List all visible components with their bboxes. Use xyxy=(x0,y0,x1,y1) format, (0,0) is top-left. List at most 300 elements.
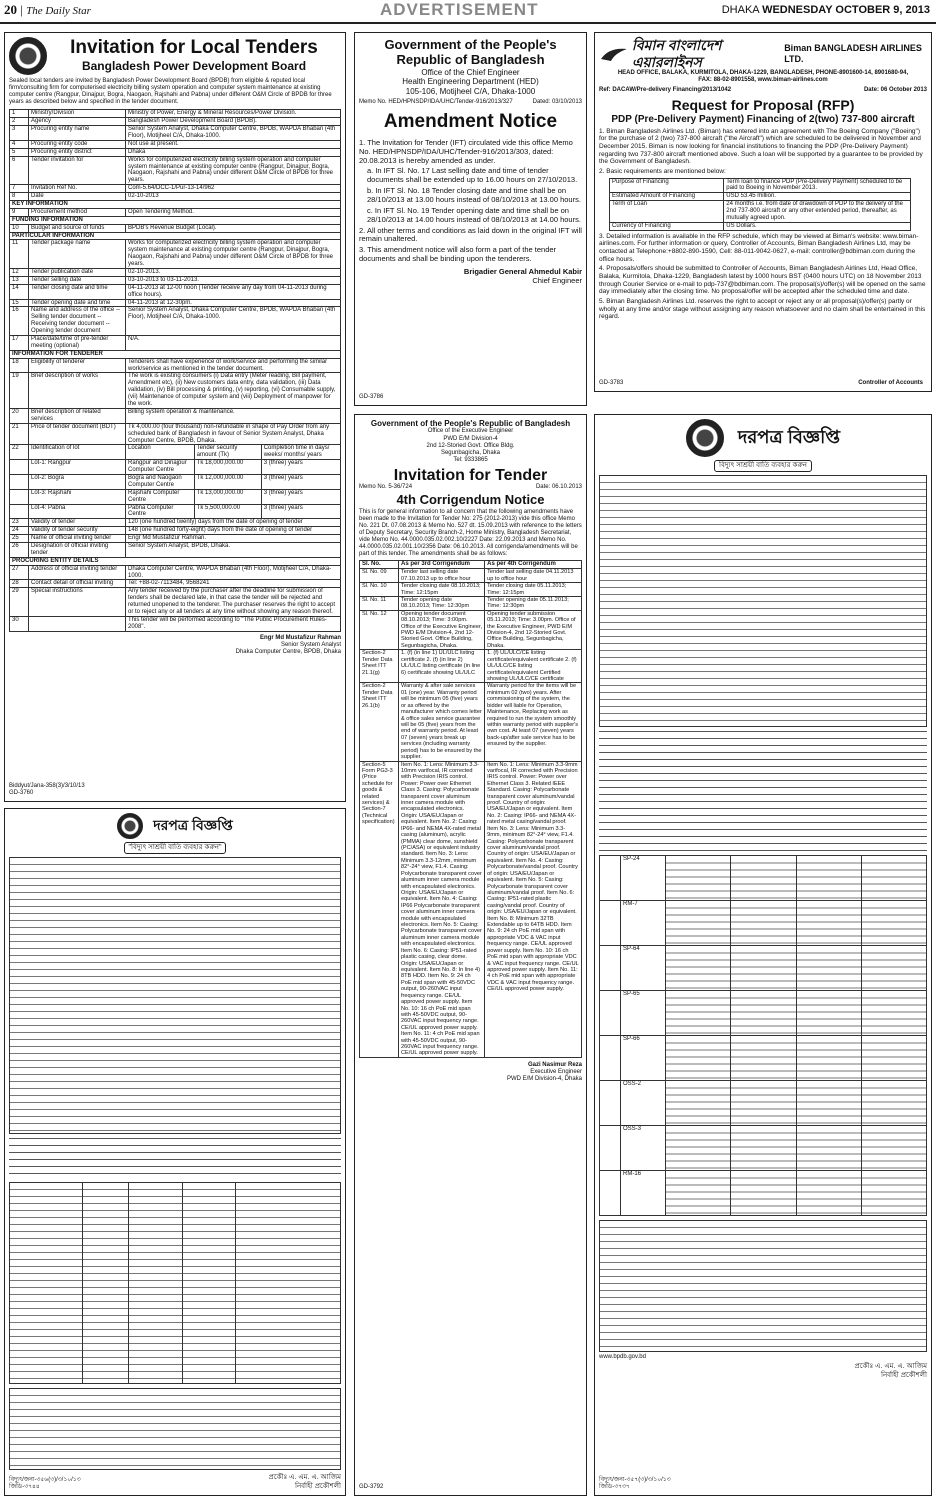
bn1-sign-title: নির্বাহী প্রকৌশলী xyxy=(294,1482,341,1490)
bn2-item-table xyxy=(599,855,927,1216)
table-cell: Opening tender document 08.10.2013; Time: 3:00pm. Office of the Executive Engineer, PWD E/M Division-4, 2nd 12-Storied Govt. Office Building, Segunbagicha, Dhaka. xyxy=(399,610,485,650)
table-cell: Section-2 Tender Data Sheet ITT 21.1(g) xyxy=(360,650,399,683)
hed-sign-name: Brigadier General Ahmedul Kabir xyxy=(463,266,582,276)
bn2-refs xyxy=(599,1477,671,1491)
bn-tender-1-ad xyxy=(4,808,346,1496)
bpdb-table xyxy=(9,109,341,631)
biman-logo-bn: বিমান বাংলাদেশ এয়ারলাইনস xyxy=(631,37,722,70)
pwd-gov: Government of the People's Republic of Bangladesh xyxy=(370,419,571,428)
table-cell xyxy=(666,1081,731,1126)
table-cell: 24 xyxy=(10,527,29,535)
table-cell: Lot-3: Rajshahi xyxy=(29,489,126,504)
bpdb-row xyxy=(10,373,341,408)
pwd-sign-title: Executive Engineer xyxy=(530,1068,582,1075)
lot-header-cell: Identification of lot xyxy=(29,445,126,460)
table-cell xyxy=(861,1171,926,1216)
table-cell: Senior System Analyst, BPDB, Dhaka. xyxy=(126,542,341,557)
table-cell: US Dollars. xyxy=(724,222,910,230)
bpdb-signature xyxy=(9,635,341,656)
table-cell: Eligibility of tenderer xyxy=(29,358,126,373)
hed-ref: GD-3786 xyxy=(359,393,384,400)
bpdb-row xyxy=(10,527,341,535)
table-cell: Senior System Analyst, Dhaka Computer Centre, BPDB, WAPDA Bhaban (4th Floor), Motijheel C/A, Dhaka-1000. xyxy=(126,126,341,141)
biman-date: Date: 06 October 2013 xyxy=(863,87,927,94)
bpdb-row xyxy=(10,269,341,277)
table-cell: Open Tendering Method. xyxy=(126,208,341,216)
table-cell: Procurement method xyxy=(29,208,126,216)
table-cell xyxy=(796,856,861,901)
bn2-header xyxy=(599,419,927,457)
table-cell xyxy=(29,616,126,631)
table-cell: N/A. xyxy=(126,336,341,351)
bpdb-lot-row xyxy=(10,460,341,475)
bn2-item-row xyxy=(600,856,927,901)
bpdb-row xyxy=(10,276,341,284)
table-cell xyxy=(10,489,29,504)
bpdb-section-label xyxy=(10,350,341,358)
table-cell: 8 xyxy=(10,193,29,201)
bn1-banner: "বিদ্যুৎ সাশ্রয়ী বাতি ব্যবহার করুন" xyxy=(124,842,227,854)
pwd-memo: Memo No. 5-36/724 xyxy=(359,484,413,491)
table-cell: 2 xyxy=(10,118,29,126)
table-cell xyxy=(861,1126,926,1171)
pwd-place: Segunbagicha, Dhaka xyxy=(440,449,501,456)
bn2-sign-title: নির্বাহী প্রকৌশলী xyxy=(880,1371,927,1379)
bpdb-row xyxy=(10,307,341,336)
table-cell: Pabna Computer Centre xyxy=(126,504,195,519)
table-cell: Section-5 Form PG3-3 (Price schedule for goods & related services) & Section-7 (Technical specification) xyxy=(360,761,399,1057)
hed-p3: 3. This amendment notice will also form a part of the tender documents and shall be binding upon the tenderers. xyxy=(359,245,557,264)
table-cell xyxy=(600,1081,621,1126)
table-cell: Procuring entity code xyxy=(29,140,126,148)
bn1-seal-logo xyxy=(117,813,143,839)
table-cell: 3 (three) years xyxy=(261,460,340,475)
biman-p2: 2. Basic requirements are mentioned below: xyxy=(599,167,726,175)
bn2-seal-logo xyxy=(686,419,724,457)
hed-a: a. In IFT Sl. No. 17 Last selling date and time of tender documents shall be extended up to 16.00 hours on 27/10/2013. xyxy=(367,166,578,185)
hed-dated: Dated: 03/10/2013 xyxy=(532,98,582,105)
table-cell: Sl. No. 11 xyxy=(360,596,399,610)
table-cell: Tender last selling date 07.10.2013 up to office hour xyxy=(399,569,485,583)
table-cell: 3 (three) years xyxy=(261,504,340,519)
table-cell xyxy=(796,1081,861,1126)
item-code: SP-65 xyxy=(621,991,666,1036)
table-cell: 17 xyxy=(10,336,29,351)
table-cell xyxy=(731,856,796,901)
table-cell: Estimated Amount of Financing xyxy=(610,193,724,201)
table-cell xyxy=(731,1126,796,1171)
table-cell: Bogra and Naogaon Computer Centre xyxy=(126,474,195,489)
biman-header xyxy=(599,37,927,70)
table-cell: Tender last selling date 04.11.2013 up to office hour xyxy=(485,569,582,583)
table-cell: Sl. No. 09 xyxy=(360,569,399,583)
table-cell: Lot-4: Pabna xyxy=(29,504,126,519)
table-cell: Place/date/time of pre-tender meeting (optional) xyxy=(29,336,126,351)
table-cell: Price of tender document (BDT) xyxy=(29,423,126,445)
bn2-item-row xyxy=(600,946,927,991)
table-cell xyxy=(666,1036,731,1081)
table-cell: Lot-1: Rangpur xyxy=(29,460,126,475)
hed-address: 105-106, Motijheel C/A, Dhaka-1000 xyxy=(405,86,536,96)
paper-name: The Daily Star xyxy=(26,5,91,17)
bn1-sign-name: প্রকৌঃ এ. এম. এ. আজিম xyxy=(268,1474,341,1482)
bpdb-row xyxy=(10,588,341,617)
table-cell: Bangladesh Power Development Board (BPDB). xyxy=(126,118,341,126)
bpdb-intro: Sealed local tenders are invited by Bangladesh Power Development Board (BPDB) from eligible & reputed local firm/consulting firm for computerised electricity billing system operation and computer system maintenance at existing computer centre (Rangpur, Dinajpur, Bogra, Naogaon, Rajshahi and Pabna) under different O&M Circle of BPDB for three years as described below and specified in the tender document. xyxy=(9,78,332,106)
bpdb-ref2: GD-3760 xyxy=(9,789,34,796)
table-cell: 1 xyxy=(10,110,29,118)
table-cell: Sl. No. 12 xyxy=(360,610,399,650)
pwd-date: Date: 06.10.2013 xyxy=(535,484,582,491)
bn2-item-row xyxy=(600,1171,927,1216)
table-cell: Lot-2: Bogra xyxy=(29,474,126,489)
dateline xyxy=(722,4,930,17)
biman-p5: 5. Biman Bangladesh Airlines Ltd. reserves the right to accept or reject any or all proposal(s)/offer(s) partly or wholly at any time and/or stage without assigning any reason whatsoever and no claim shall be entertained in this regard. xyxy=(599,298,926,321)
bn2-banner: বিদ্যুৎ সাশ্রয়ী বাতি ব্যবহার করুন xyxy=(714,460,812,472)
bpdb-section-label xyxy=(10,557,341,565)
bpdb-row xyxy=(10,299,341,307)
pwd-subtitle: 4th Corrigendum Notice xyxy=(396,491,545,507)
hed-c: c. In IFT Sl. No. 19 Tender opening date and time shall be on 28/10/2013 at 14.00 hours instead of 08/10/2013 at 14.00 hours. xyxy=(367,205,581,224)
section-label: PARTICULAR INFORMATION xyxy=(10,232,341,240)
table-cell: Tender opening date 08.10.2013; Time: 12:30pm xyxy=(399,596,485,610)
table-cell: Rangpur and Dinajpur Computer Centre xyxy=(126,460,195,475)
hed-gov: Government of the People's Republic of Bangladesh xyxy=(384,37,557,68)
bn1-footer-table xyxy=(9,1388,341,1470)
table-cell: Tk 13,000,000.00 xyxy=(194,489,261,504)
bpdb-header xyxy=(9,37,341,75)
table-cell xyxy=(861,1081,926,1126)
hed-amendment-ad xyxy=(354,32,587,406)
bpdb-row xyxy=(10,423,341,445)
biman-req-row xyxy=(610,178,911,193)
hed-body xyxy=(359,139,582,264)
table-cell xyxy=(600,856,621,901)
item-code: OSS-3 xyxy=(621,1126,666,1171)
biman-p4: 4. Proposals/offers should be submitted to Controller of Accounts, Biman Bangladesh Airlines Ltd, Head Office, Balaka, Kurmitola, Dhaka-1229, Bangladesh latest by 1000 hours BST (0400 hours UTC) on 18 November 2013 through Courier Service or e-mail to pdp-737@bdbiman.com. The proposal(s)/offer(s) will be opened on the same day immediately after the closing time. No proposal/offer will be accepted after the scheduled time and date. xyxy=(599,265,926,296)
table-cell: Procuring entity district xyxy=(29,148,126,156)
bpdb-row xyxy=(10,519,341,527)
item-code: RM-7 xyxy=(621,901,666,946)
pwd-row xyxy=(360,761,582,1057)
bn2-item-row xyxy=(600,901,927,946)
table-cell: Validity of tender xyxy=(29,519,126,527)
table-cell: Address of official inviting tender xyxy=(29,565,126,580)
bn2-ref2: জিডি-৩৭৩৭ xyxy=(599,1483,630,1490)
table-cell: 19 xyxy=(10,373,29,408)
table-cell: Tender closing date 05.11.2013; Time: 12:15pm xyxy=(485,583,582,597)
pwd-ref: GD-3792 xyxy=(359,1483,384,1490)
biman-ref2: GD-3783 xyxy=(599,379,624,386)
table-cell: 24 months i.e. from date of drawdown of PDP to the delivery of the 2nd 737-800 aircraft or any other extended period, thereafter, as mutually agreed upon. xyxy=(724,201,910,223)
masthead-left: 20 | The Daily Star xyxy=(4,2,91,17)
bn1-item-table xyxy=(9,1182,341,1384)
table-cell: Senior System Analyst, Dhaka Computer Centre, BPDB, WAPDA Bhaban (4th Floor), Motijheel C/A, Dhaka-1000. xyxy=(126,307,341,336)
bpdb-row xyxy=(10,193,341,201)
table-cell: Com-5.64/DCC-1/Pur-13-14/962 xyxy=(126,185,341,193)
biman-p1: 1. Biman Bangladesh Airlines Ltd. (Biman) has entered into an agreement with The Boeing Company ("Boeing") for the purchase of 2 (two) 737-800 aircraft ("the Aircraft") which are scheduled to be delivered in November and December 2015. Biman is now looking for financial institutions to financing the PDP (Pre-Delivery Payment) regarding two 737-800 aircraft mentioned above. Such a loan will be supported by a guarantee to be provided by the Government of Bangladesh. xyxy=(599,127,923,166)
hed-memo-row xyxy=(359,99,582,106)
section-label: INFORMATION FOR TENDERER xyxy=(10,350,341,358)
table-cell: 23 xyxy=(10,519,29,527)
bpdb-row xyxy=(10,140,341,148)
header-cell: Sl. No. xyxy=(360,561,399,569)
table-cell: 7 xyxy=(10,185,29,193)
table-cell xyxy=(731,901,796,946)
bn2-signature xyxy=(599,1363,927,1380)
table-cell: 15 xyxy=(10,299,29,307)
item-code: RM-16 xyxy=(621,1171,666,1216)
table-cell: 6 xyxy=(10,156,29,185)
section-label: FUNDING INFORMATION xyxy=(10,216,341,224)
table-cell: Date xyxy=(29,193,126,201)
table-cell: Term of Loan xyxy=(610,201,724,223)
table-cell: 04-11-2013 at 12-00 noon (Tender receive any day from 04-11-2013 during office hours). xyxy=(126,284,341,299)
pwd-row xyxy=(360,596,582,610)
table-cell xyxy=(666,991,731,1036)
table-cell: 10 xyxy=(10,224,29,232)
section-title: ADVERTISEMENT xyxy=(380,0,539,19)
table-cell: 03-10-2013 to 03-11-2013. xyxy=(126,276,341,284)
table-cell: Invitation Ref No. xyxy=(29,185,126,193)
bpdb-row xyxy=(10,616,341,631)
bn2-info-table xyxy=(599,475,927,727)
table-cell: 5 xyxy=(10,148,29,156)
bpdb-row xyxy=(10,240,341,269)
biman-logo-en: Biman BANGLADESH AIRLINES LTD. xyxy=(784,42,922,64)
table-cell: 02-10-2013 xyxy=(126,193,341,201)
bn-tender-2-ad xyxy=(594,414,932,1496)
table-cell: Ministry of Power, Energy & Mineral Resources/Power Division. xyxy=(126,110,341,118)
table-cell: Agency xyxy=(29,118,126,126)
table-cell: Section-2 Tender Data Sheet ITT 26.1(b) xyxy=(360,683,399,761)
pwd-row xyxy=(360,610,582,650)
table-cell: Works for computerized electricity billing system operation and computer system maintenance at existing computer centre (Rangpur, Dinajpur, Bogra, Naogaon, Rajshahi and Pabna) under different O&M Circle of BPDB for three years. xyxy=(126,240,341,269)
table-cell: Warranty period for the items will be minimum 02 (two) years. After commissioning of the system, the bidder will liable for Operation, Maintenance, Replacing work as required to run the system smoothly within warranty period with supplier's own cost. At least 07 (seven) years back-up/after sale service has to be ensured by the supplier. xyxy=(485,683,582,761)
bpdb-lot-row xyxy=(10,489,341,504)
pwd-building: 2nd 12-Storied Govt. Office Bldg. xyxy=(426,442,515,449)
bn2-ref1: বিদ্যুৎ/জনা-৩৫৭(৩)/৩/১০/১৩ xyxy=(599,1476,671,1483)
table-cell: Tk 12,000,000.00 xyxy=(194,474,261,489)
table-cell: Ministry/Division xyxy=(29,110,126,118)
table-cell: Tender closing date and time xyxy=(29,284,126,299)
table-cell: 29 xyxy=(10,588,29,617)
table-cell xyxy=(10,474,29,489)
table-cell: Designation of official inviting tender xyxy=(29,542,126,557)
bpdb-row xyxy=(10,110,341,118)
header-cell: As per 4th Corrigendum xyxy=(485,561,582,569)
table-cell xyxy=(731,1171,796,1216)
table-cell: 11 xyxy=(10,240,29,269)
table-cell xyxy=(600,1171,621,1216)
lot-header-cell: Tender security amount (Tk) xyxy=(194,445,261,460)
table-cell xyxy=(861,991,926,1036)
table-cell: Tk 5,500,000.00 xyxy=(194,504,261,519)
table-cell xyxy=(796,901,861,946)
bpdb-lot-header xyxy=(10,445,341,460)
pwd-row xyxy=(360,569,582,583)
table-cell: Tender package name xyxy=(29,240,126,269)
bpdb-section-label xyxy=(10,201,341,209)
bn1-ref2: জিডি-৩৭৪৪ xyxy=(9,1483,40,1490)
table-cell: Name and address of the office -- Selling tender document -- Receiving tender document -- Opening tender document xyxy=(29,307,126,336)
pwd-division: PWD E/M Division-4 xyxy=(443,435,498,442)
table-cell: Tender publication date xyxy=(29,269,126,277)
hed-b: b. In IFT Sl. No. 18 Tender closing date and time shall be on 28/10/2013 at 13.00 hours instead of 08/10/2013 at 13.00 hours. xyxy=(367,186,581,204)
bn1-ref1: বিদ্যুৎ/জনা-৩৫৬(৩)/৩/১০/১৩ xyxy=(9,1476,81,1483)
item-code: SP-64 xyxy=(621,946,666,991)
biman-req-row xyxy=(610,222,911,230)
table-cell: Brief description of works xyxy=(29,373,126,408)
pwd-title: Invitation for Tender xyxy=(393,466,548,484)
lot-header-cell: Location xyxy=(126,445,195,460)
pwd-header-row xyxy=(360,561,582,569)
table-cell xyxy=(600,1036,621,1081)
table-cell: 13 xyxy=(10,276,29,284)
bpdb-lot-row xyxy=(10,474,341,489)
bpdb-row xyxy=(10,284,341,299)
table-cell: Dhaka Computer Centre, WAPDA Bhaban (4th Floor), Motijheel C/A, Dhaka-1000. xyxy=(126,565,341,580)
biman-ref: Ref: DACAW/Pre-delivery Financing/2013/1042 xyxy=(599,87,732,94)
bpdb-title: Invitation for Local Tenders xyxy=(70,37,318,59)
table-cell: Rajshahi Computer Centre xyxy=(126,489,195,504)
table-cell: Engr Md Mustafizur Rahman. xyxy=(126,535,341,543)
lot-header-cell: 22 xyxy=(10,445,29,460)
table-cell: 04-11-2013 at 12-30pm. xyxy=(126,299,341,307)
lot-header-cell: Completion time in days/ weeks/ months/ years xyxy=(261,445,340,460)
table-cell xyxy=(796,991,861,1036)
bpdb-row xyxy=(10,126,341,141)
bn1-title: দরপত্র বিজ্ঞপ্তি xyxy=(153,817,233,834)
table-cell: 9 xyxy=(10,208,29,216)
table-cell: 3 (three) years xyxy=(261,474,340,489)
table-cell xyxy=(861,901,926,946)
table-cell: Not use at present. xyxy=(126,140,341,148)
table-cell xyxy=(600,1126,621,1171)
table-cell: Term loan to finance PDP (Pre-Delivery Payment) scheduled to be paid to Boeing in November 2013. xyxy=(724,178,910,193)
table-cell xyxy=(600,901,621,946)
bpdb-row xyxy=(10,148,341,156)
bpdb-row xyxy=(10,118,341,126)
table-cell xyxy=(796,1171,861,1216)
bpdb-row xyxy=(10,408,341,423)
bpdb-ref1: Biddyut/Jana-358(3)/3/10/13 xyxy=(9,782,85,789)
biman-body xyxy=(599,128,927,321)
table-cell: Tender selling date xyxy=(29,276,126,284)
table-cell xyxy=(10,504,29,519)
table-cell xyxy=(600,946,621,991)
bpdb-lot-row xyxy=(10,504,341,519)
table-cell xyxy=(796,1036,861,1081)
biman-bird-icon xyxy=(599,45,626,63)
table-cell xyxy=(666,946,731,991)
table-cell: Procuring entity name xyxy=(29,126,126,141)
table-cell xyxy=(731,1081,796,1126)
bn2-web: www.bpdb.gov.bd xyxy=(599,1354,646,1361)
pwd-office: Office of the Executive Engineer xyxy=(427,428,514,435)
hed-p2: 2. All other terms and conditions as laid down in the original IFT will remain unaltered. xyxy=(359,225,582,244)
bpdb-org: Bangladesh Power Development Board xyxy=(81,59,307,74)
pwd-corrigendum-ad xyxy=(354,414,587,1496)
pwd-intro: This is for general information to all concern that the following amendments have been made to the Invitation for Tender No: 275 (2012-2013) vide this office Memo No. 221 Dt. 07.08.2013 & Memo No. 527 dt. 15.09.2013 with reference to the letters of Deputy Secretary, Security Branch-2, Home Ministry, Bangladesh Secretariat, vide Memo No. 44.0000.035.02.002.10/2227 Date: 22.09.2013 and Memo No. 44.0000.035.02.001.10/2356 Date: 06.10.2013. All corrigenda/amendments will be part of this tender. The amendments shall be as follows: xyxy=(359,508,582,558)
table-cell: Warranty & after sale services 01 (one) year. Warranty period will be minimum 05 (five) years or as offered by the manufacturer which comes letter & office sales service guarantee will be 05 (five) years from the end of warranty period. At least 07 (seven) years break up services (including warranty period) has to be ensured by the supplier. xyxy=(399,683,485,761)
table-cell: Budget and source of funds xyxy=(29,224,126,232)
bpdb-seal-logo xyxy=(9,37,47,75)
biman-req-row xyxy=(610,193,911,201)
table-cell xyxy=(666,901,731,946)
bpdb-row xyxy=(10,224,341,232)
table-cell: This tender will be performed according to "The Public Procurement Rules-2008". xyxy=(126,616,341,631)
table-cell xyxy=(731,1036,796,1081)
table-cell: 1. (f) UL/ULC/CE listing certificate/equivalent certificate 2. (f) UL/ULC/CE listing certificate/equivalent Certified showing UL/ULC/CE certificate xyxy=(485,650,582,683)
table-cell: The work is existing consumers (i) Data entry (Meter reading, Bill payment, Amendment etc), (ii) New customers data entry, data validation, (iii) Data validation, (iv) Bill processing & printing, (v) reporting, (vi) Consumable supply, (vii) Maintenance of computer system and (viii) Deployment of manpower for the work. xyxy=(126,373,341,408)
biman-req-table xyxy=(609,178,911,231)
table-cell: BPDB's Revenue Budget (Local). xyxy=(126,224,341,232)
bn1-info-table xyxy=(9,857,341,1134)
bpdb-row xyxy=(10,358,341,373)
bpdb-tender-ad xyxy=(4,32,346,802)
bpdb-section-label xyxy=(10,216,341,224)
table-cell xyxy=(796,1126,861,1171)
table-cell: 120 (one hundred twenty) days from the date of opening of tender xyxy=(126,519,341,527)
table-cell: Brief description of related services xyxy=(29,408,126,423)
bpdb-row xyxy=(10,156,341,185)
bn1-header xyxy=(9,813,341,839)
table-cell: 18 xyxy=(10,358,29,373)
header-cell: As per 3rd Corrigendum xyxy=(399,561,485,569)
biman-subtitle: PDP (Pre-Delivery Payment) Financing of 2(two) 737-800 aircraft xyxy=(611,113,915,125)
bpdb-row xyxy=(10,208,341,216)
table-cell xyxy=(666,1171,731,1216)
table-cell: Works for computerized electricity billing system operation and computer system maintenance at existing computer centre (Rangpur, Dinajpur, Bogra, Naogaon, Rajshahi and Pabna) under different O&M Circle of BPDB for three years. xyxy=(126,156,341,185)
table-cell xyxy=(600,991,621,1036)
table-cell: 1. (f) (in line 1) UL/ULC listing certificate 2. (f) (in line 2) UL/ULC listing certificate (in line 6) certificate showing UL/ULC xyxy=(399,650,485,683)
table-cell: Validity of tender security xyxy=(29,527,126,535)
bn2-title: দরপত্র বিজ্ঞপ্তি xyxy=(737,427,841,448)
table-cell: Currency of Financing xyxy=(610,222,724,230)
pwd-signature xyxy=(359,1062,582,1083)
bpdb-row xyxy=(10,565,341,580)
table-cell: 16 xyxy=(10,307,29,336)
table-cell: Any tender received by the purchaser after the deadline for submission of tenders shall be declared late, in that case the tender will be rejected and returned unopened to the tenderer. The purchaser reserves the right to accept or to reject any or all tenders at any time without showing any reason thereof. xyxy=(126,588,341,617)
table-cell: 148 (one hundred forty-eight) days from the date of opening of tender xyxy=(126,527,341,535)
item-code: SP-66 xyxy=(621,1036,666,1081)
pwd-sign-name: Gazi Nasimur Reza xyxy=(527,1061,582,1068)
biman-rfp-ad xyxy=(594,32,932,392)
bpdb-sign-name: Engr Md Mustafizur Rahman xyxy=(259,634,341,641)
table-cell: Tk 4,000.00 (four thousand) non-refundable in shape of Pay Order from any scheduled bank of Bangladesh in favour of Senior System Analyst, Dhaka Computer Centre, BPDB, Dhaka. xyxy=(126,423,341,445)
biman-req-row xyxy=(610,201,911,223)
dateline-date: WEDNESDAY OCTOBER 9, 2013 xyxy=(762,4,930,16)
bpdb-sign-office: Dhaka Computer Centre, BPDB, Dhaka xyxy=(235,648,341,655)
section-label: PROCURING ENTITY DETAILS xyxy=(10,557,341,565)
table-cell: Tender closing date 08.10.2013; Time: 12:15pm xyxy=(399,583,485,597)
table-cell xyxy=(731,991,796,1036)
bn2-sign-name: প্রকৌঃ এ. এম. এ. আজিম xyxy=(854,1363,927,1371)
bn2-conditions-text xyxy=(599,731,927,851)
bpdb-row xyxy=(10,535,341,543)
table-cell: 3 (three) years xyxy=(261,489,340,504)
table-cell: Tender opening date 05.11.2013; Time: 12:30pm xyxy=(485,596,582,610)
table-cell: Opening tender submission 05.11.2013; Time: 3.00pm. Office of the Executive Engineer, PWD E/M Division-4, 2nd 12-Storied Govt. Office Building, Segunbagicha, Dhaka. xyxy=(485,610,582,650)
hed-p1: 1. The Invitation for Tender (IFT) circulated vide this office Memo No. HED/HPNSDP/IDA/UHC/Tender-916/2013/303, dated: 20.08.2013 is hereby amended as under. xyxy=(359,137,573,165)
table-cell: Contact detail of official inviting xyxy=(29,580,126,588)
bn2-item-row xyxy=(600,991,927,1036)
biman-title: Request for Proposal (RFP) xyxy=(671,97,855,114)
table-cell: Name of official inviting tender xyxy=(29,535,126,543)
table-cell: Purpose of Financing xyxy=(610,178,724,193)
bn2-footer-table xyxy=(599,1220,927,1352)
